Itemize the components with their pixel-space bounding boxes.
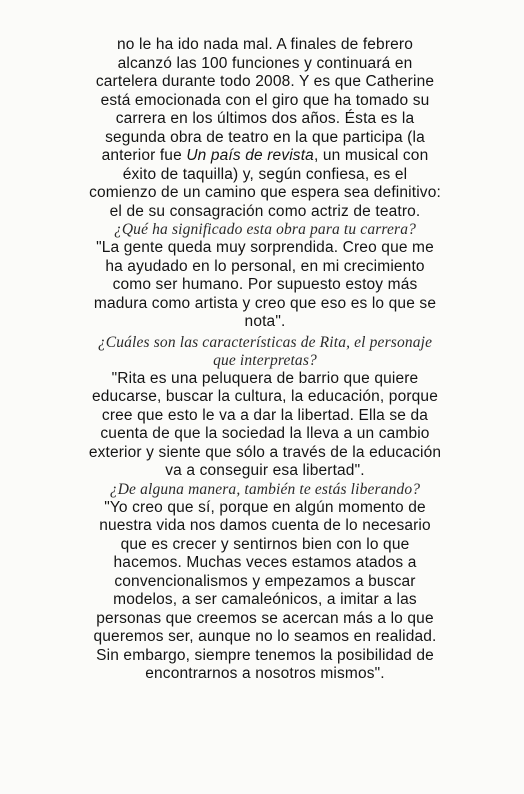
show-title: Un país de revista — [186, 147, 314, 164]
answer-line: madura como artista y creo que eso es lo que se — [93, 294, 437, 312]
text-line: segunda obra de teatro en la que participa (la — [105, 128, 425, 146]
answer-line: convencionalismos y empezamos a buscar — [114, 572, 416, 590]
interview-block-2 — [40, 334, 490, 481]
answer-line: Sin embargo, siempre tenemos la posibilidad de — [96, 646, 434, 664]
text-line: está emocionada con el giro que ha tomado su — [100, 91, 430, 109]
text-line: éxito de taquilla) y, según confiesa, es el — [122, 165, 408, 183]
answer-line: hacemos. Muchas veces estamos atados a — [113, 554, 417, 571]
interview-block-3 — [40, 481, 490, 684]
interview-question: ¿Cuáles son las características de Rita, el personaje — [97, 333, 433, 351]
text-line: comienzo de un camino que espera sea definitivo: — [89, 184, 441, 201]
answer-line: cuenta de que la sociedad la lleva a un cambio — [100, 425, 430, 442]
text-line: carrera en los últimos dos años. Ésta es la — [115, 110, 415, 127]
text-line: no le ha ido nada mal. A finales de febrero — [117, 36, 413, 53]
text-line — [40, 147, 490, 166]
answer-line: modelos, a ser camaleónicos, a imitar a las — [113, 591, 417, 608]
interview-question: que interpretas? — [213, 351, 317, 369]
answer-line: nota". — [244, 313, 286, 330]
answer-line: ha ayudado en lo personal, en mi crecimiento — [105, 257, 425, 275]
answer-line: exterior y siente que sólo a través de la educación — [88, 443, 442, 461]
text-line: cartelera durante todo 2008. Y es que Catherine — [95, 73, 435, 90]
answer-line: "La gente queda muy sorprendida. Creo que me — [96, 239, 434, 256]
interview-block-1 — [40, 221, 490, 332]
answer-line: va a conseguir esa libertad". — [165, 462, 365, 479]
answer-line: "Yo creo que sí, porque en algún momento de — [104, 498, 426, 516]
answer-line: queremos ser, aunque no lo seamos en realidad. — [93, 628, 437, 645]
answer-line: nuestra vida nos damos cuenta de lo necesario — [99, 517, 431, 534]
text-line: el de su consagración como actriz de teatro. — [109, 202, 421, 220]
answer-line: que es crecer y sentirnos bien con lo que — [120, 535, 410, 553]
answer-line: como ser humano. Por supuesto estoy más — [112, 276, 418, 293]
text-line: alcanzó las 100 funciones y continuará en — [117, 54, 413, 72]
answer-line: personas que creemos se acercan más a lo que — [96, 609, 434, 627]
answer-line: educarse, buscar la cultura, la educación, porque — [92, 388, 438, 405]
interview-question: ¿De alguna manera, también te estás liberando? — [109, 480, 421, 498]
text-fragment: anterior fue — [101, 147, 187, 164]
intro-paragraph — [40, 36, 490, 221]
text-fragment: , un musical con — [313, 147, 429, 164]
interview-question: ¿Qué ha significado esta obra para tu carrera? — [113, 221, 417, 238]
article-column — [40, 36, 490, 684]
answer-line: "Rita es una peluquera de barrio que quiere — [111, 369, 419, 387]
answer-line: cree que esto le va a dar la libertad. Ella se da — [101, 406, 429, 424]
answer-line: encontrarnos a nosotros mismos". — [145, 665, 385, 682]
